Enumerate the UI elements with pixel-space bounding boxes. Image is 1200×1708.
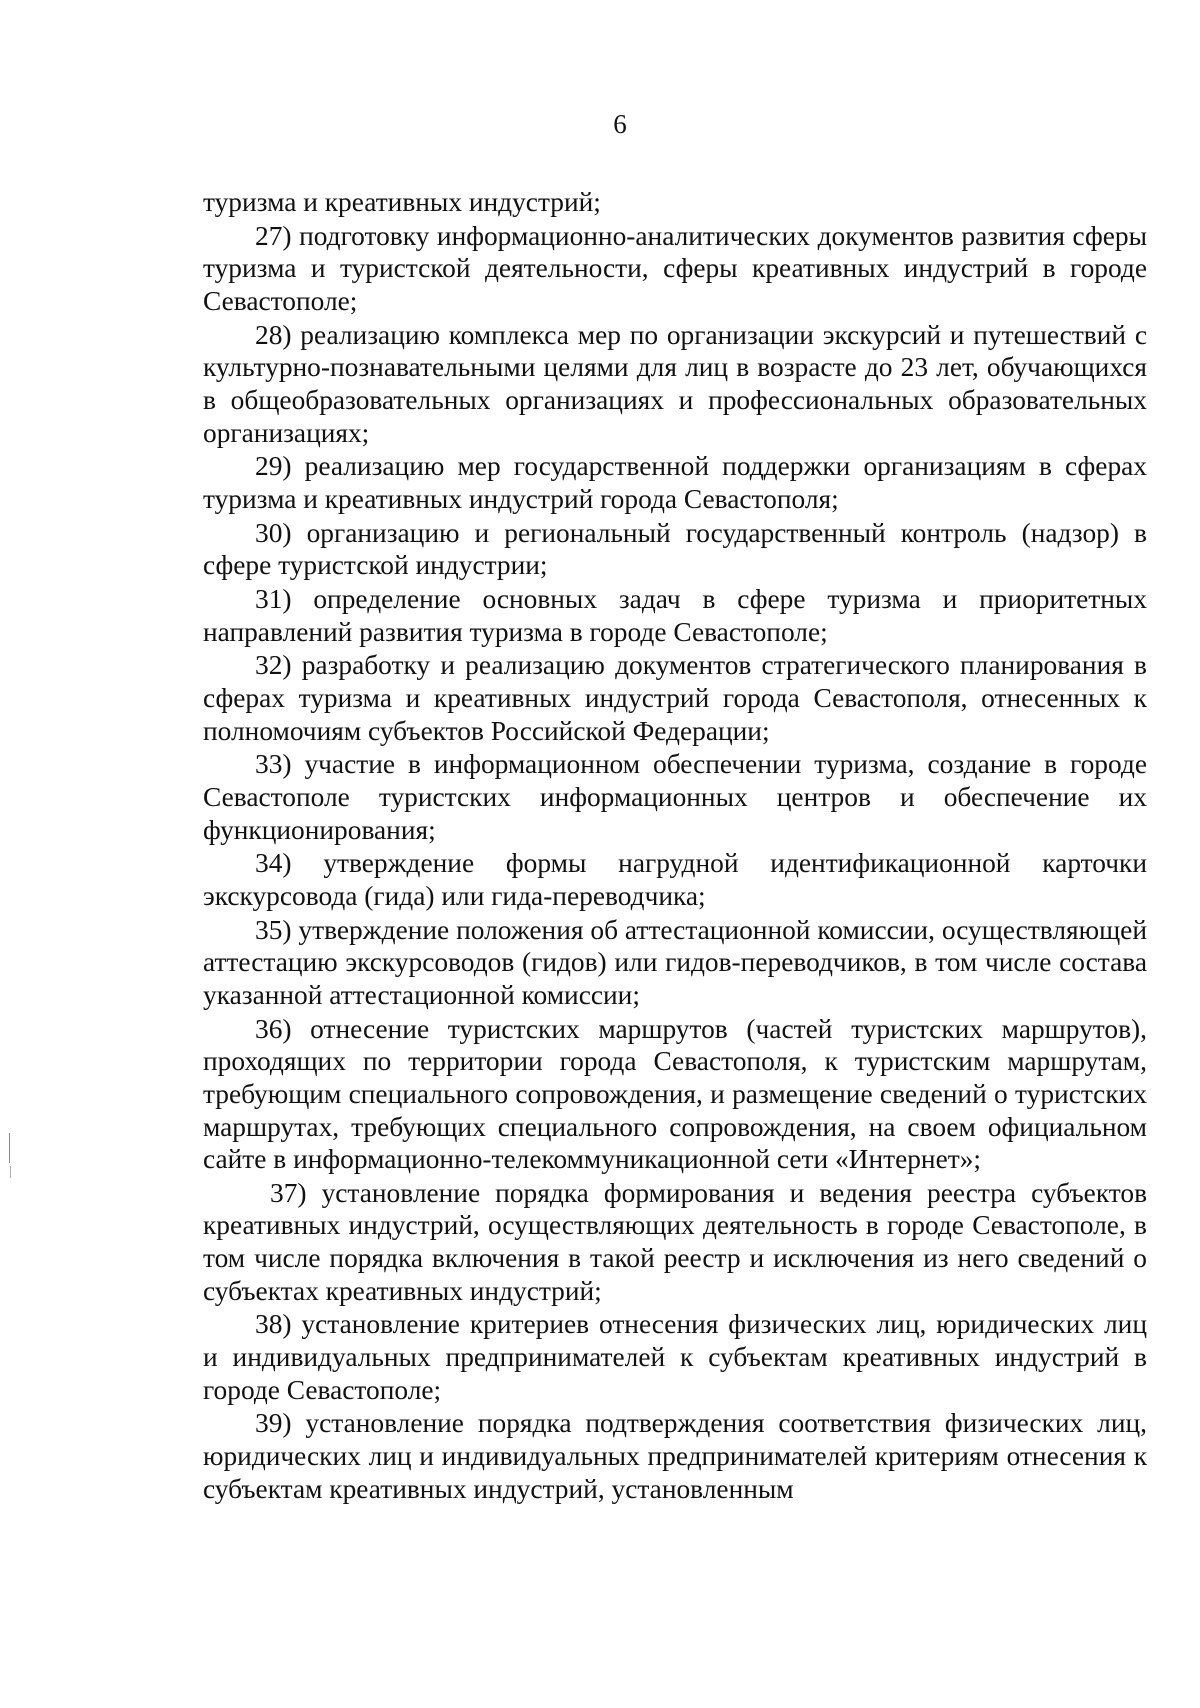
paragraph-item-28: 28) реализацию комплекса мер по организации экскурсий и путешествий с культурно-познавательными целями для лиц в возрасте до 23 лет, обучающихся в общеобразовательных организациях и профессиональных образовательных организациях; xyxy=(203,319,1147,448)
paragraph-item-36: 36) отнесение туристских маршрутов (частей туристских маршрутов), проходящих по территории города Севастополя, к туристским маршрутам, требующим специального сопровождения, и размещение сведений о туристских маршрутах, требующих специального сопровождения, на своем официальном сайте в информационно-телекоммуникационной сети «Интернет»; xyxy=(203,1013,1147,1175)
paragraph-item-39: 39) установление порядка подтверждения соответствия физических лиц, юридических лиц и индивидуальных предпринимателей критериям отнесения к субъектам креативных индустрий, установленным xyxy=(203,1408,1147,1504)
page-number: 6 xyxy=(613,109,627,139)
paragraph-item-35: 35) утверждение положения об аттестационной комиссии, осуществляющей аттестацию экскурсоводов (гидов) или гидов-переводчиков, в том числе состава указанной аттестационной комиссии; xyxy=(203,914,1147,1010)
document-body xyxy=(203,186,1147,1506)
paragraph-item-27: 27) подготовку информационно-аналитических документов развития сферы туризма и туристской деятельности, сферы креативных индустрий в городе Севастополе; xyxy=(203,220,1147,316)
paragraph-continuation: туризма и креативных индустрий; xyxy=(203,187,601,217)
paragraph-item-33: 33) участие в информационном обеспечении туризма, создание в городе Севастополе туристских информационных центров и обеспечение их функционирования; xyxy=(203,749,1147,845)
paragraph-item-34: 34) утверждение формы нагрудной идентификационной карточки экскурсовода (гида) или гида-переводчика; xyxy=(203,848,1147,911)
paragraph-item-29: 29) реализацию мер государственной поддержки организациям в сферах туризма и креативных индустрий города Севастополя; xyxy=(203,451,1147,514)
paragraph-item-32: 32) разработку и реализацию документов стратегического планирования в сферах туризма и креативных индустрий города Севастополя, отнесенных к полномочиям субъектов Российской Федерации; xyxy=(203,650,1147,746)
paragraph-item-38: 38) установление критериев отнесения физических лиц, юридических лиц и индивидуальных предпринимателей к субъектам креативных индустрий в городе Севастополе; xyxy=(203,1309,1147,1405)
paragraph-item-31: 31) определение основных задач в сфере туризма и приоритетных направлений развития туризма в городе Севастополе; xyxy=(203,584,1147,647)
scan-artifact-line xyxy=(9,1133,10,1163)
paragraph-item-30: 30) организацию и региональный государственный контроль (надзор) в сфере туристской индустрии; xyxy=(203,517,1147,581)
paragraph-item-37: 37) установление порядка формирования и ведения реестра субъектов креативных индустрий, осуществляющих деятельность в городе Севастополе, в том числе порядка включения в такой реестр и исключения из него сведений о субъектах креативных индустрий; xyxy=(203,1177,1147,1306)
scan-artifact-line xyxy=(10,1166,11,1178)
